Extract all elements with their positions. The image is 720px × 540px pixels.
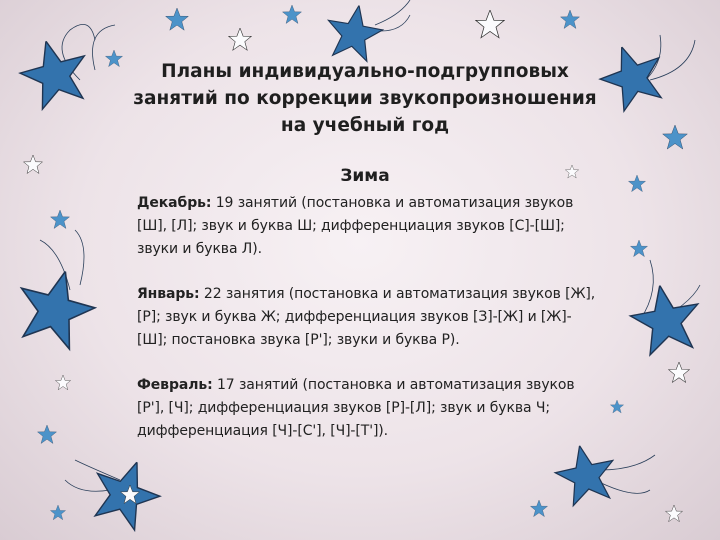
month-label: Февраль: xyxy=(137,377,213,393)
plan-entry-december xyxy=(130,192,600,261)
month-label: Декабрь: xyxy=(137,195,212,211)
season-heading: Зима xyxy=(340,166,390,186)
slide-title xyxy=(130,58,600,139)
title-line-2: занятий по коррекции звукопроизношения xyxy=(133,88,597,109)
month-description: 22 занятия (постановка и автоматизация звуков [Ж], [Р]; звук и буква Ж; дифференциация звуков [З]-[Ж] и [Ж]-[Ш]; постановка звука [Р']; звуки и буква Р). xyxy=(137,286,596,348)
month-description: 19 занятий (постановка и автоматизация звуков [Ш], [Л]; звук и буква Ш; дифференциация звуков [С]-[Ш]; звуки и буква Л). xyxy=(137,195,574,257)
plan-entry-january xyxy=(130,283,600,352)
month-description: 17 занятий (постановка и автоматизация звуков [Р'], [Ч]; дифференциация звуков [Р]-[Л]; звук и буква Ч; дифференциация [Ч]-[С'], [Ч]-[Т']). xyxy=(137,377,575,439)
plan-entry-february xyxy=(130,374,600,443)
title-line-1: Планы индивидуально-подгрупповых xyxy=(161,61,569,82)
title-line-3: на учебный год xyxy=(280,115,450,136)
slide-content xyxy=(130,58,600,478)
month-label: Январь: xyxy=(137,286,200,302)
